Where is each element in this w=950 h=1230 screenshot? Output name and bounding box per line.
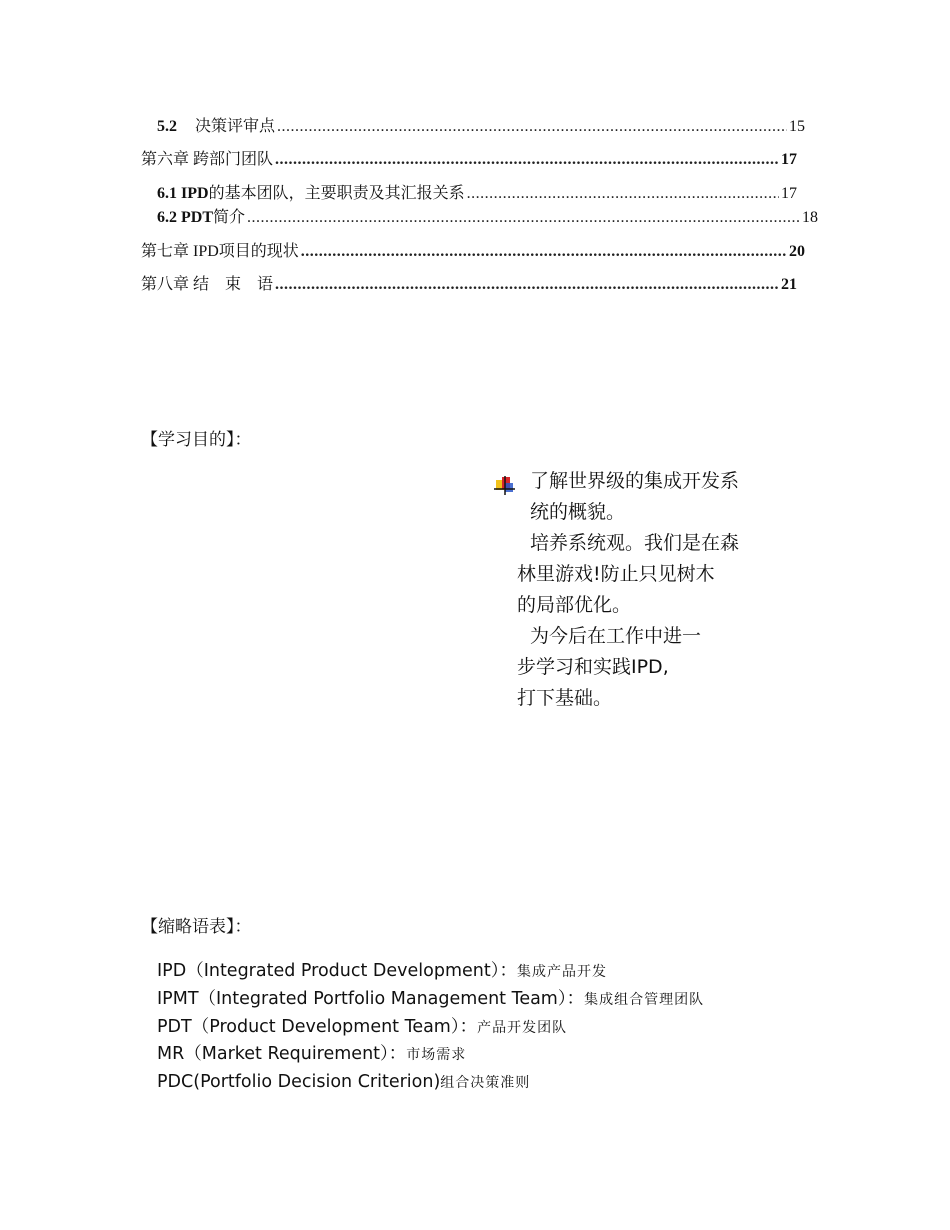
abbreviation-item — [157, 1069, 704, 1097]
abbr-term: PDC(Portfolio Decision Criterion) — [157, 1072, 441, 1093]
toc-number: 6.1 IPD — [157, 185, 209, 202]
toc-title: 第七章 IPD项目的现状 — [141, 243, 299, 260]
abbreviation-item — [157, 1014, 704, 1042]
objective-line: 打下基础。 — [517, 687, 613, 709]
toc-entry-chapter-7[interactable] — [141, 238, 805, 261]
toc-leader — [247, 209, 800, 227]
toc-page: 17 — [781, 185, 797, 202]
toc-page: 18 — [802, 209, 818, 226]
abbr-heading: 【缩略语表】： — [141, 917, 252, 936]
toc-title: 第八章 结 束 语 — [141, 276, 274, 293]
toc-title: 简介 — [213, 209, 246, 226]
toc-page: 15 — [789, 118, 805, 135]
objective-line: 了解世界级的集成开发系 — [530, 470, 740, 492]
abbr-term: MR（Market Requirement）： — [157, 1044, 407, 1065]
toc-leader — [301, 243, 787, 261]
abbr-meaning: 集成组合管理团队 — [584, 991, 705, 1008]
objective-line: 为今后在工作中进一 — [530, 625, 702, 647]
objective-text — [517, 466, 739, 714]
abbr-term: IPMT（Integrated Portfolio Management Team）： — [157, 988, 585, 1009]
toc-entry-6-1[interactable] — [157, 180, 797, 203]
toc-title: 决策评审点 — [195, 118, 276, 135]
toc-page: 21 — [781, 276, 797, 293]
toc-title: 第六章 跨部门团队 — [141, 151, 274, 168]
toc-page: 17 — [781, 151, 797, 168]
toc-entry-chapter-6[interactable] — [141, 146, 797, 169]
toc-entry-chapter-8[interactable] — [141, 271, 797, 294]
abbreviation-item — [157, 958, 704, 986]
objective-line: 步学习和实践IPD, — [517, 656, 669, 678]
toc-leader — [277, 118, 787, 136]
objective-heading: 【学习目的】： — [141, 430, 252, 449]
abbreviation-item — [157, 1041, 704, 1069]
toc-leader — [467, 185, 779, 203]
toc-number: 5.2 — [157, 118, 177, 135]
abbr-term: PDT（Product Development Team）： — [157, 1016, 478, 1037]
toc-number: 6.2 PDT — [157, 209, 213, 226]
pushpin-icon — [494, 474, 516, 496]
abbr-term: IPD（Integrated Product Development）： — [157, 961, 517, 981]
abbreviation-item — [157, 986, 704, 1014]
toc-entry-6-2[interactable] — [157, 204, 818, 227]
abbr-meaning: 产品开发团队 — [477, 1019, 568, 1036]
objective-line: 培养系统观。我们是在森 — [530, 532, 740, 554]
toc-leader — [275, 151, 779, 169]
abbr-meaning: 组合决策准则 — [440, 1075, 531, 1092]
abbr-meaning: 市场需求 — [406, 1047, 467, 1064]
toc-title: 的基本团队，主要职责及其汇报关系 — [208, 185, 465, 202]
abbreviation-list — [157, 958, 704, 1097]
objective-line: 林里游戏!防止只见树木 — [517, 563, 715, 585]
toc-entry-5-2[interactable] — [157, 113, 805, 136]
pushpin-icon-blue — [505, 483, 513, 492]
toc-page: 20 — [789, 243, 805, 260]
abbr-meaning: 集成产品开发 — [516, 964, 607, 980]
objective-line: 的局部优化。 — [517, 594, 632, 616]
toc-leader — [275, 276, 779, 294]
objective-line: 统的概貌。 — [530, 501, 626, 523]
